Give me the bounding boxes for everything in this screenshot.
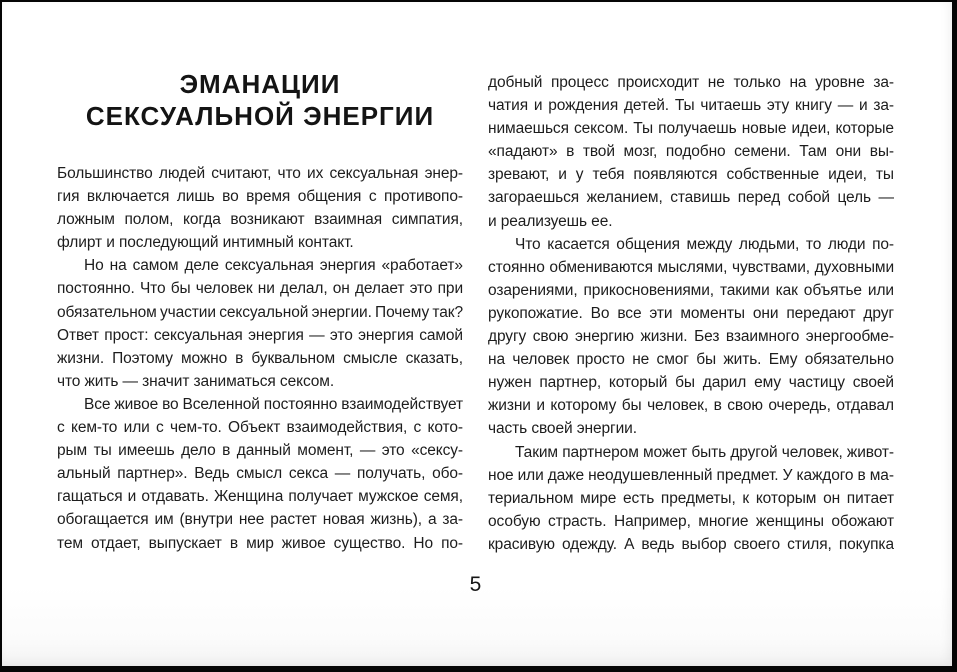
text-line: нимаешься сексом. Ты получаешь новые идеи, которые (488, 120, 894, 138)
text-column-right (488, 71, 894, 556)
text-line: озарениями, прикосновениями, такими как объятье или (488, 281, 894, 299)
page-number: 5 (469, 573, 482, 596)
text-line: жизни и которому бы человек, в свою очередь, отдавал (488, 397, 894, 415)
text-line: другу свою энергию жизни. Без взаимного энергообме- (488, 328, 894, 346)
text-line: ложным полом, когда возникают взаимная симпатия, (57, 211, 463, 229)
book-page (2, 2, 952, 666)
text-line: Большинство людей считают, что их сексуальная энер- (57, 165, 463, 182)
text-line: часть своей энергии. (488, 420, 637, 438)
text-line: ное или даже неодушевленный предмет. У каждого в ма- (488, 466, 894, 484)
column-body (57, 162, 463, 555)
text-line: добный процесс происходит не только на уровне за- (488, 74, 894, 91)
text-line: что жить — значит заниматься сексом. (57, 372, 335, 390)
text-line: обогащается им (внутри нее растет новая жизнь), а за- (57, 511, 463, 529)
text-line: особую страсть. Например, многие женщины обожают (488, 512, 894, 530)
text-line: альный партнер». Ведь смысл секса — получать, обо- (57, 465, 463, 483)
text-line: рукопожатие. Во все эти моменты они передают друг (488, 304, 894, 322)
text-line: Все живое во Вселенной постоянно взаимодействует (84, 395, 463, 413)
text-line: Но на самом деле сексуальная энергия «работает» (84, 257, 463, 275)
text-line: гащаться и отдавать. Женщина получает мужское семя, (57, 488, 463, 506)
text-line: Ответ прост: сексуальная энергия — это энергия самой (57, 326, 463, 344)
chapter-title-line: СЕКСУАЛЬНОЙ ЭНЕРГИИ (85, 101, 435, 131)
text-line: «падают» в твой мозг, подобно семени. Там они вы- (488, 143, 894, 161)
text-line: Таким партнером может быть другой человек, живот- (515, 443, 894, 461)
text-line: на человек просто не смог бы жить. Ему обязательно (488, 351, 894, 369)
text-line: териальном мире есть предметы, к которым он питает (488, 489, 894, 507)
text-line: рым ты имеешь дело в данный момент, — это «сексу- (57, 442, 463, 460)
text-line: с кем-то или с чем-то. Объект взаимодействия, с кото- (57, 419, 463, 437)
text-line: стоянно обмениваются мыслями, чувствами, духовными (488, 258, 894, 276)
text-line: обязательном участии сексуальной энергии. Почему так? (57, 303, 463, 321)
text-column-left (57, 2, 463, 555)
column-body (488, 71, 894, 556)
text-line: флирт и последующий интимный контакт. (57, 234, 354, 252)
text-line: красивую одежду. А ведь выбор своего стиля, покупка (488, 535, 894, 553)
text-line: и реализуешь ее. (488, 212, 613, 230)
text-line: нужен партнер, который бы дарил ему частицу своей (488, 374, 894, 392)
text-line: загораешься желанием, ставишь перед собой цель — (488, 189, 894, 207)
text-line: жизни. Поэтому можно в буквальном смысле сказать, (57, 349, 463, 367)
text-line: Что касается общения между людьми, то люди по- (515, 235, 894, 253)
chapter-title (57, 68, 463, 132)
text-line: зревают, и у тебя появляются собственные идеи, ты (488, 166, 894, 184)
text-line: тем отдает, выпускает в мир живое существо. Но по- (57, 534, 463, 552)
text-line: чатия и рождения детей. Ты читаешь эту книгу — и за- (488, 97, 894, 115)
chapter-title-line: ЭМАНАЦИИ (179, 69, 341, 99)
text-line: гия включается лишь во время общения с противопо- (57, 188, 463, 206)
text-line: постоянно. Что бы человек ни делал, он делает это при (57, 280, 463, 298)
